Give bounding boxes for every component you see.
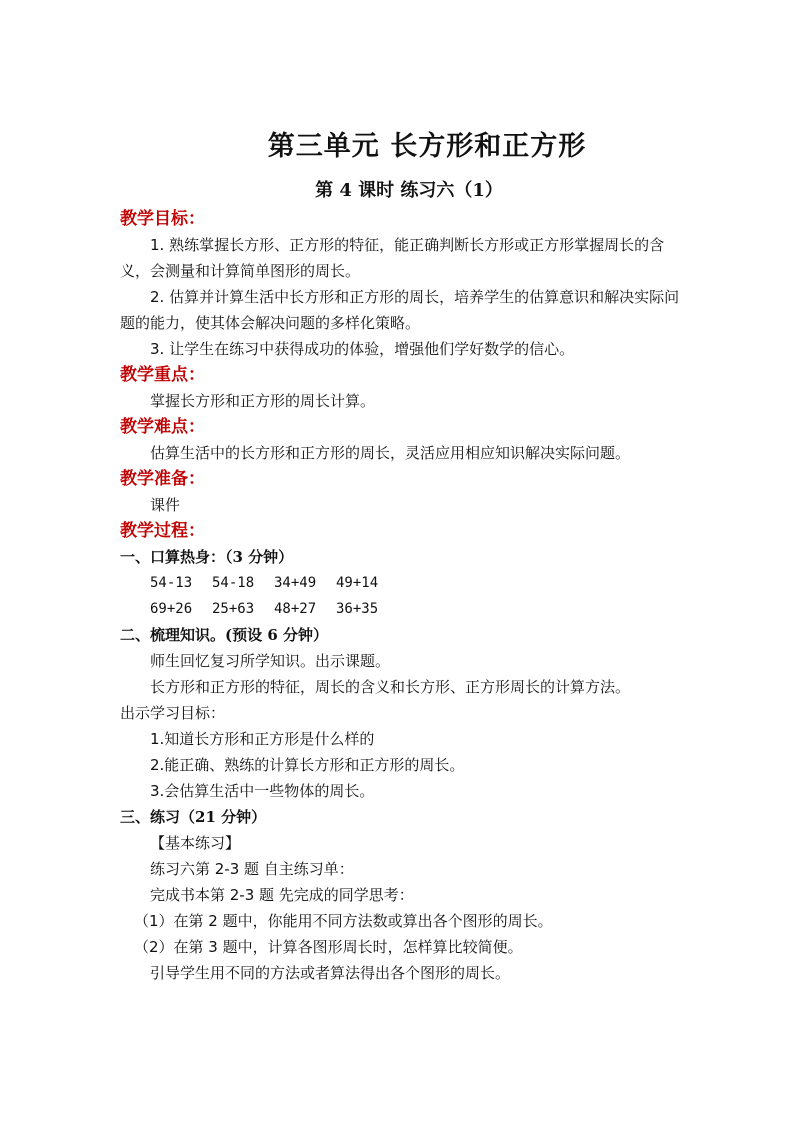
lesson-subtitle: 第 4 课时 练习六（1） (315, 180, 503, 201)
goals-heading: 教学目标： (120, 209, 205, 229)
section2-heading: 二、梳理知识。(预设 6 分钟） (120, 626, 328, 644)
calc-item: 34+49 (274, 575, 317, 591)
section3-heading: 三、练习（21 分钟） (120, 808, 267, 826)
goal-item-1: 1. 熟练掌握长方形、正方形的特征，能正确判断长方形或正方形掌握周长的含义，会测量和计算简单图形的周长。 (120, 236, 665, 280)
goal-item-2: 2. 估算并计算生活中长方形和正方形的周长，培养学生的估算意识和解决实际问题的能力，使其体会解决问题的多样化策略。 (120, 288, 680, 332)
process-heading: 教学过程： (120, 521, 205, 541)
calc-row-2 (120, 596, 680, 622)
prep-text: 课件 (150, 496, 181, 514)
goal-label: 出示学习目标： (120, 704, 226, 722)
prep-heading: 教学准备： (120, 469, 205, 489)
calc-item: 54-13 (150, 575, 193, 591)
basic-practice-label: 【基本练习】 (150, 834, 241, 852)
difficulty-text: 估算生活中的长方形和正方形的周长，灵活应用相应知识解决实际问题。 (150, 444, 631, 462)
section2-line-1: 师生回忆复习所学知识。出示课题。 (150, 652, 391, 670)
goal-item-3: 3. 让学生在练习中获得成功的体验，增强他们学好数学的信心。 (150, 340, 575, 358)
calc-item: 25+63 (212, 601, 255, 617)
calc-item: 36+35 (336, 601, 379, 617)
focus-text: 掌握长方形和正方形的周长计算。 (150, 392, 376, 410)
practice-line-1: 练习六第 2-3 题 自主练习单： (150, 860, 354, 878)
calc-item: 48+27 (274, 601, 317, 617)
learning-goal-3: 3.会估算生活中一些物体的周长。 (150, 782, 375, 800)
learning-goal-1: 1.知道长方形和正方形是什么样的 (150, 730, 375, 748)
focus-heading: 教学重点： (120, 365, 205, 385)
calc-item: 54-18 (212, 575, 255, 591)
document-body (120, 206, 680, 986)
difficulty-heading: 教学难点： (120, 417, 205, 437)
learning-goal-2: 2.能正确、熟练的计算长方形和正方形的周长。 (150, 756, 465, 774)
section2-line-2: 长方形和正方形的特征，周长的含义和长方形、正方形周长的计算方法。 (150, 678, 631, 696)
calc-item: 69+26 (150, 601, 193, 617)
practice-line-5: 引导学生用不同的方法或者算法得出各个图形的周长。 (150, 964, 511, 982)
calc-item: 49+14 (336, 575, 379, 591)
practice-line-2: 完成书本第 2-3 题 先完成的同学思考： (150, 886, 414, 904)
practice-line-3: （1）在第 2 题中，你能用不同方法数或算出各个图形的周长。 (134, 912, 553, 930)
page-title: 第三单元 长方形和正方形 (267, 131, 587, 162)
section1-heading: 一、口算热身：（3 分钟） (120, 548, 294, 566)
calc-row-1 (120, 570, 680, 596)
practice-line-4: （2）在第 3 题中，计算各图形周长时，怎样算比较简便。 (134, 938, 523, 956)
